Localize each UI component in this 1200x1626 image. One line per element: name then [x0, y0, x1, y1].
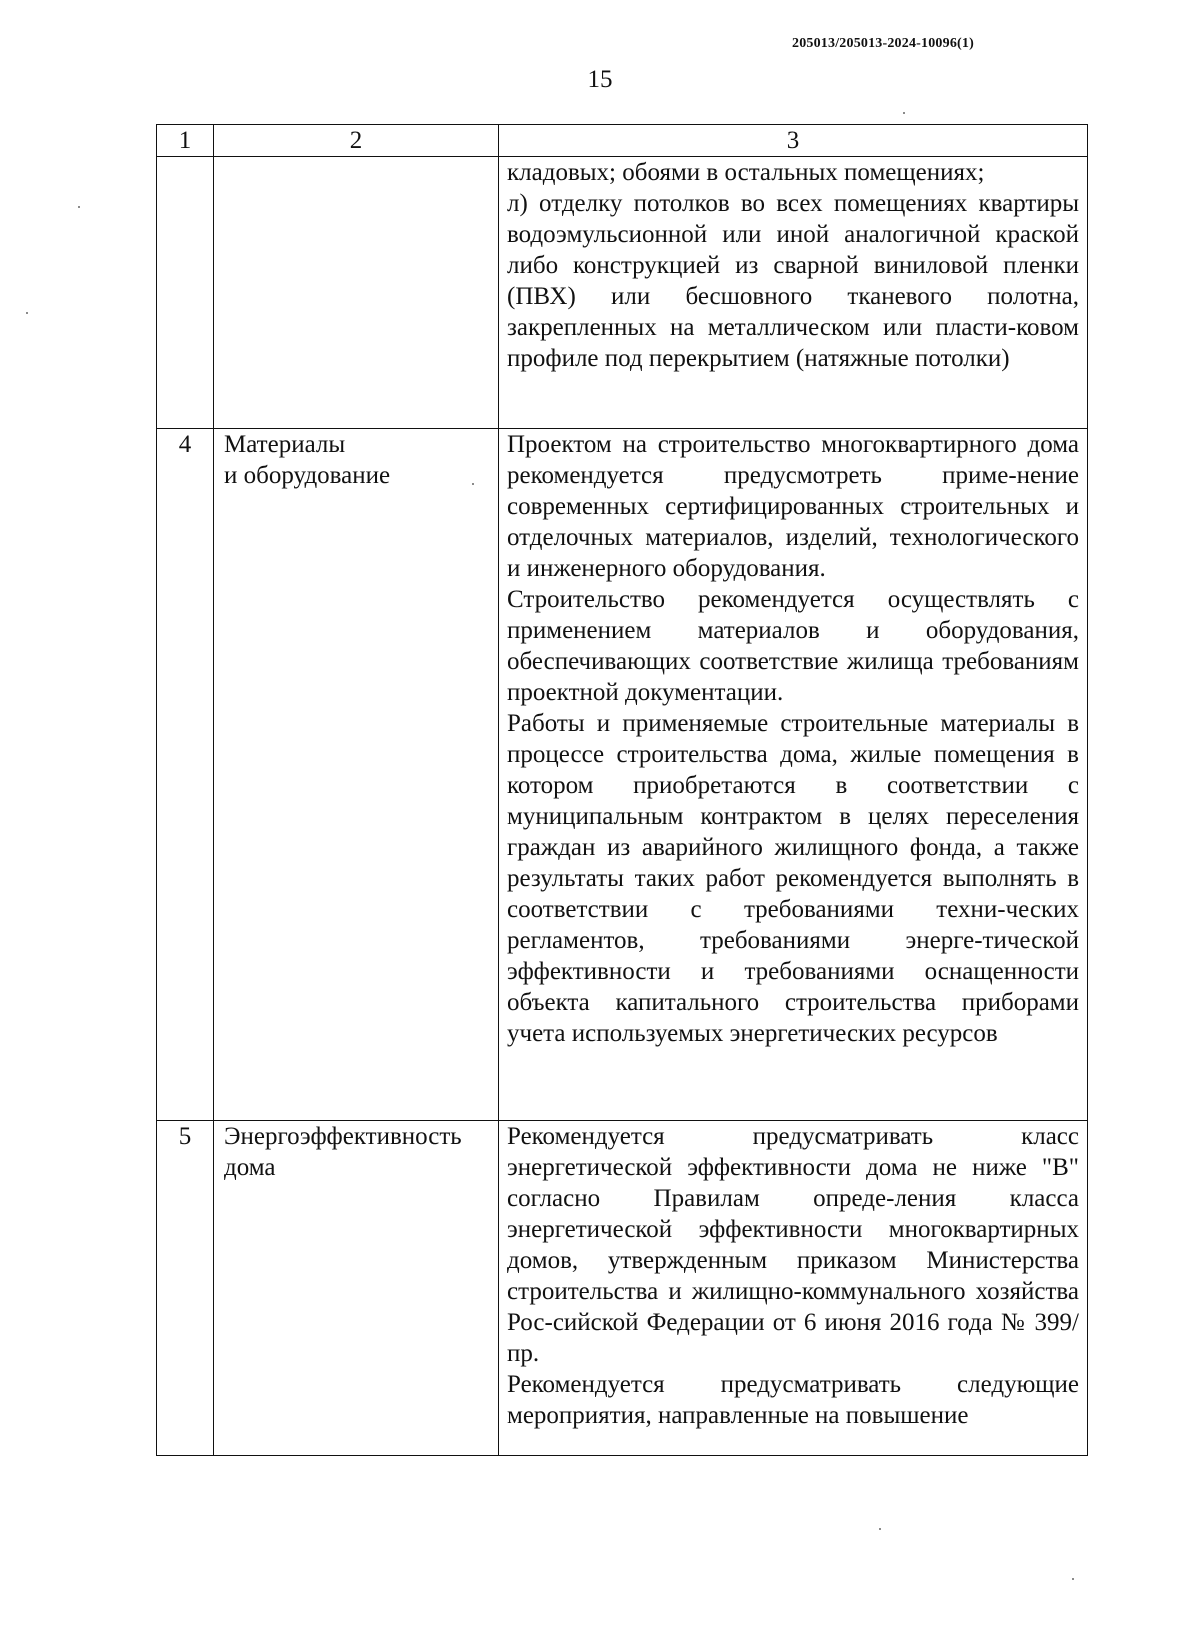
- row-name-text: Материалы и оборудование: [224, 431, 391, 489]
- requirements-table: [156, 124, 1088, 1456]
- scan-speck: [26, 312, 28, 314]
- table-header-row: [157, 125, 1088, 157]
- table-row: [157, 157, 1088, 429]
- scan-speck: [879, 1528, 881, 1530]
- description-paragraph: Рекомендуется предусматривать класс энергетической эффективности дома не ниже "B" согласно Правилам опреде-ления класса энергетической эффективности многоквартирных домов, утвержденным приказом Министерства строительства и жилищно-коммунального хозяйства Рос-сийской Федерации от 6 июня 2016 года № 399/пр.: [507, 1123, 1079, 1367]
- description-paragraph: Работы и применяемые строительные материалы в процессе строительства дома, жилые помещения в котором приобретаются в соответствии с муниципальным контрактом в целях переселения граждан из аварийного жилищного фонда, а также результаты таких работ рекомендуется выполнять в соответствии с требованиями техни-ческих регламентов, требованиями энерге-тической эффективности и требованиями оснащенности объекта капитального строительства приборами учета используемых энергетических ресурсов: [507, 710, 1079, 1047]
- description-paragraph: кладовых; обоями в остальных помещениях;: [507, 159, 985, 186]
- row-name: [214, 429, 499, 1121]
- page-number: 15: [587, 66, 613, 93]
- table-row: [157, 429, 1088, 1121]
- table-row: [157, 1121, 1088, 1456]
- row-number: 4: [157, 429, 214, 1121]
- description-paragraph: л) отделку потолков во всех помещениях квартиры водоэмульсионной или иной аналогичной краской либо конструкцией из сварной виниловой пленки (ПВХ) или бесшовного тканевого полотна, закрепленных на металлическом или пласти-ковом профиле под перекрытием (натяжные потолки): [507, 190, 1079, 372]
- column-header-2: 2: [214, 125, 499, 157]
- scan-speck: [472, 483, 474, 485]
- row-name: [214, 1121, 499, 1456]
- description-paragraph: Рекомендуется предусматривать следующие мероприятия, направленные на повышение: [507, 1371, 1079, 1429]
- description-paragraph: Проектом на строительство многоквартирного дома рекомендуется предусмотреть приме-нение современных сертифицированных строительных и отделочных материалов, изделий, технологического и инженерного оборудования.: [507, 431, 1079, 582]
- scan-speck: [78, 206, 80, 208]
- column-header-1: 1: [157, 125, 214, 157]
- scan-speck: [903, 112, 905, 114]
- row-number: [157, 157, 214, 429]
- row-description: [499, 1121, 1088, 1456]
- row-description: [499, 429, 1088, 1121]
- row-name: [214, 157, 499, 429]
- document-id: 205013/205013-2024-10096(1): [792, 36, 974, 51]
- scan-speck: [1072, 1578, 1074, 1580]
- row-number: 5: [157, 1121, 214, 1456]
- row-description: [499, 157, 1088, 429]
- description-paragraph: Строительство рекомендуется осуществлять с применением материалов и оборудования, обеспечивающих соответствие жилища требованиям проектной документации.: [507, 586, 1079, 706]
- row-name-text: Энергоэффективность дома: [224, 1123, 462, 1181]
- column-header-3: 3: [499, 125, 1088, 157]
